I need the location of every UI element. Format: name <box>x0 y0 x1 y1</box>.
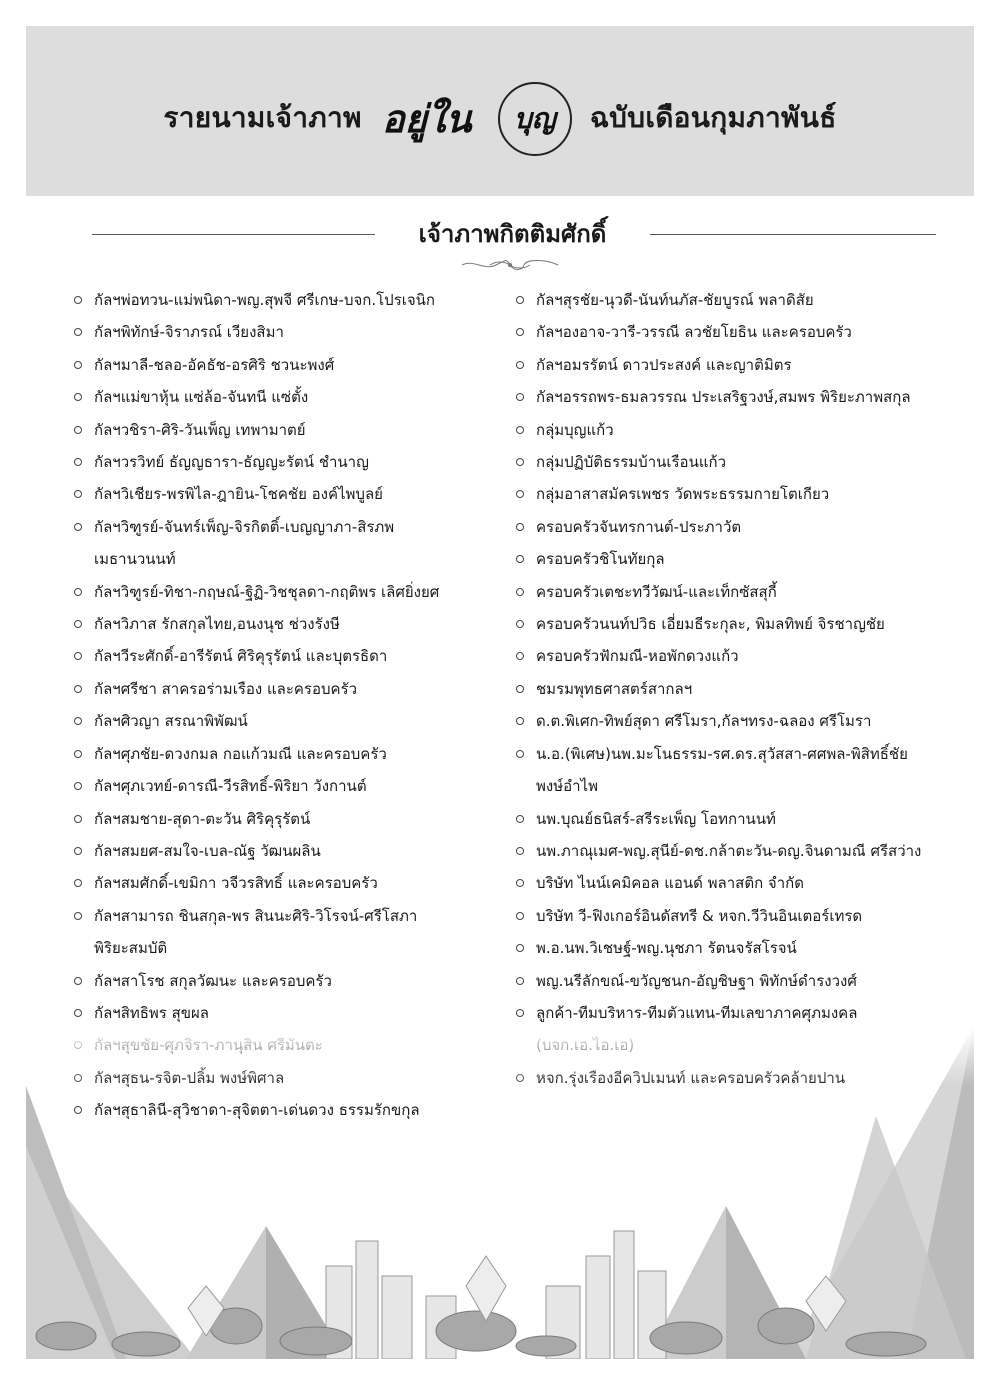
bullet-circle-icon <box>516 328 524 336</box>
bullet-circle-icon <box>516 717 524 725</box>
sponsor-name: พ.อ.นพ.วิเชษฐ์-พญ.นุชภา รัตนจรัสโรจน์ <box>536 939 797 958</box>
sponsor-entry <box>74 867 514 899</box>
bullet-circle-icon <box>516 944 524 952</box>
bullet-circle-icon <box>516 977 524 985</box>
bullet-circle-icon <box>516 879 524 887</box>
sponsor-name: บริษัท วี-ฟิงเกอร์อินดัสทรี & หจก.วีวินอินเตอร์เทรด <box>536 906 863 925</box>
sponsor-entry <box>74 770 514 802</box>
sponsor-name: กัลฯพ่อทวน-แม่พนิดา-พญ.สุพจี ศรีเกษ-บจก.โปรเจนิก <box>94 291 436 309</box>
sponsor-entry <box>74 673 514 705</box>
sponsor-entry <box>516 446 956 478</box>
bullet-circle-icon <box>74 588 82 596</box>
sponsor-name: กัลฯอรรถพร-ธมลวรรณ ประเสริฐวงษ์,สมพร พิริยะภาพสกุล <box>536 388 911 407</box>
magazine-logo <box>376 78 576 158</box>
sponsor-name: กัลฯวิฑูรย์-จันทร์เพ็ญ-จิรกิตติ์-เบญญาภา-สิรภพ <box>94 517 395 536</box>
sponsor-entry <box>516 900 956 932</box>
sponsor-name: นพ.บุณย์ธนิสร์-สรีระเพ็ญ โอทกานนท์ <box>536 809 776 828</box>
bullet-circle-icon <box>516 426 524 434</box>
sponsor-name: กลุ่มปฏิบัติธรรมบ้านเรือนแก้ว <box>536 453 726 472</box>
bullet-circle-icon <box>74 458 82 466</box>
sponsor-entry <box>516 738 956 803</box>
sponsor-entry <box>74 835 514 867</box>
sponsor-name: กัลฯวิฑูรย์-ทิชา-กฤษณ์-ฐิฏิ-วิชชุลดา-กฤติพร เลิศยิ่งยศ <box>94 582 440 601</box>
bullet-circle-icon <box>74 426 82 434</box>
sponsor-name: กัลฯวีระศักดิ์-อารีรัตน์ ศิริคุรุรัตน์ และบุตรธิดา <box>94 647 388 666</box>
sponsor-entry <box>516 478 956 510</box>
sponsor-name: กัลฯวรวิทย์ ธัญญธารา-ธัญญะรัตน์ ชำนาญ <box>94 453 369 472</box>
sponsor-name: กัลฯวิเชียร-พรพิไล-ฎายิน-โชคชัย องค์ไพบูลย์ <box>94 485 383 504</box>
sponsor-entry <box>74 997 514 1029</box>
bullet-circle-icon <box>74 717 82 725</box>
sponsor-name: กลุ่มอาสาสมัครเพชร วัดพระธรรมกายโตเกียว <box>536 485 830 504</box>
bullet-circle-icon <box>516 847 524 855</box>
sponsor-name: ครอบครัวจันทรกานต์-ประภาวัต <box>536 517 742 536</box>
sponsor-list-right <box>516 284 956 1094</box>
sponsor-entry <box>516 965 956 997</box>
sponsor-entry <box>74 284 514 316</box>
bullet-circle-icon <box>74 393 82 401</box>
header-band <box>26 26 974 196</box>
bullet-circle-icon <box>74 296 82 304</box>
logo-circle <box>498 82 572 156</box>
flourish-ornament-icon <box>460 258 560 272</box>
sponsor-name: กัลฯพิทักษ์-จิราภรณ์ เวียงสิมา <box>94 323 284 342</box>
sponsor-entry <box>74 900 514 965</box>
sponsor-name: กัลฯสิทธิพร สุขผล <box>94 1003 209 1022</box>
header-row <box>26 78 974 158</box>
sponsor-name: นพ.ภาณุเมศ-พญ.สุนีย์-ดช.กล้าตะวัน-ดญ.จินดามณี ศรีสว่าง <box>536 841 922 860</box>
sponsor-name: กัลฯองอาจ-วารี-วรรณี ลวชัยโยธิน และครอบครัว <box>536 323 852 342</box>
sponsor-entry <box>516 284 956 316</box>
sponsor-name: กัลฯวิภาส รักสกุลไทย,อนงนุช ช่วงรังษี <box>94 615 340 634</box>
sponsor-entry <box>516 316 956 348</box>
section-title: เจ้าภาพกิตติมศักดิ์ <box>418 220 607 248</box>
bullet-circle-icon <box>516 296 524 304</box>
crystal-pyramid-illustration <box>26 1026 974 1359</box>
sponsor-entry <box>74 608 514 640</box>
sponsor-entry <box>74 640 514 672</box>
sponsor-entry <box>74 349 514 381</box>
sponsor-name: ครอบครัวชิโนทัยกุล <box>536 550 665 569</box>
bullet-circle-icon <box>516 393 524 401</box>
sponsor-entry <box>516 640 956 672</box>
sponsor-name: กัลฯแม่ขาหุ้น แซ่ล้อ-จันทนี แซ่ตั้ง <box>94 388 309 407</box>
section-rule-left <box>92 234 375 235</box>
bullet-circle-icon <box>74 750 82 758</box>
sponsor-entry <box>516 803 956 835</box>
sponsor-name: ลูกค้า-ทีมบริหาร-ทีมตัวแทน-ทีมเลขาภาคศุภมงคล <box>536 1003 858 1022</box>
bullet-circle-icon <box>516 652 524 660</box>
sponsor-entry <box>516 576 956 608</box>
page-frame <box>26 26 974 1359</box>
sponsor-entry <box>516 543 956 575</box>
sponsor-name: ชมรมพุทธศาสตร์สากลฯ <box>536 679 693 698</box>
sponsor-entry <box>516 673 956 705</box>
bullet-circle-icon <box>516 1009 524 1017</box>
bullet-circle-icon <box>516 912 524 920</box>
sponsor-entry <box>74 511 514 576</box>
section-rule-right <box>650 234 936 235</box>
sponsor-name: กัลฯวชิรา-ศิริ-วันเพ็ญ เทพามาตย์ <box>94 420 306 439</box>
sponsor-name: กลุ่มบุญแก้ว <box>536 420 614 439</box>
bullet-circle-icon <box>74 782 82 790</box>
bullet-circle-icon <box>516 361 524 369</box>
bullet-circle-icon <box>74 879 82 887</box>
bullet-circle-icon <box>516 750 524 758</box>
section-header <box>26 212 974 274</box>
sponsor-name: กัลฯศุภชัย-ดวงกมล กอแก้วมณี และครอบครัว <box>94 744 387 763</box>
sponsor-name: กัลฯศุภเวทย์-ดารณี-วีรสิทธิ์-พิริยา วังกานต์ <box>94 777 367 796</box>
sponsor-entry <box>74 576 514 608</box>
bullet-circle-icon <box>516 523 524 531</box>
sponsor-name: ครอบครัวนนท์ปวิธ เอี่ยมธีระกุละ, พิมลทิพย์ จิรชาญชัย <box>536 615 885 634</box>
sponsor-entry <box>74 803 514 835</box>
sponsor-entry <box>74 738 514 770</box>
sponsor-entry <box>516 608 956 640</box>
sponsor-name: กัลฯสุรชัย-นุวดี-นันท์นภัส-ชัยบูรณ์ พลาดิสัย <box>536 291 814 309</box>
sponsor-entry <box>516 867 956 899</box>
sponsor-name-continued: พิริยะสมบัติ <box>94 939 168 958</box>
sponsor-entry <box>516 705 956 737</box>
bullet-circle-icon <box>74 361 82 369</box>
sponsor-name-continued: เมธานวนนท์ <box>94 550 176 569</box>
logo-word-1: อยู่ใน <box>381 95 472 141</box>
sponsor-name: กัลฯสุธาลินี-สุวิชาดา-สุจิตตา-เด่นดวง ธรรมรักขกุล <box>94 1101 420 1120</box>
sponsor-name: กัลฯสมศักดิ์-เขมิกา วจีวรสิทธิ์ และครอบครัว <box>94 874 378 893</box>
sponsor-name: กัลฯสมชาย-สุดา-ตะวัน ศิริคุรุรัตน์ <box>94 809 311 828</box>
sponsor-entry <box>74 381 514 413</box>
bullet-circle-icon <box>74 652 82 660</box>
sponsor-entry <box>74 316 514 348</box>
sponsor-name: ด.ต.พิเศก-ทิพย์สุดา ศรีโมรา,กัลฯทรง-ฉลอง ศรีโมรา <box>536 712 872 731</box>
sponsor-name: บริษัท ไนน์เคมิคอล แอนด์ พลาสติก จำกัด <box>536 874 804 893</box>
bullet-circle-icon <box>74 490 82 498</box>
sponsor-name: น.อ.(พิเศษ)นพ.มะโนธรรม-รศ.ดร.สุวัสสา-ศศพล-พิสิทธิ์ชัย <box>536 744 908 763</box>
sponsor-entry <box>74 965 514 997</box>
bullet-circle-icon <box>74 328 82 336</box>
header-title-right: ฉบับเดือนกุมภาพันธ์ <box>589 101 837 134</box>
sponsor-list-left <box>74 284 514 1127</box>
sponsor-name-continued: พงษ์อำไพ <box>536 777 598 796</box>
bullet-circle-icon <box>74 523 82 531</box>
bullet-circle-icon <box>74 847 82 855</box>
bullet-circle-icon <box>74 977 82 985</box>
logo-word-2: บุญ <box>513 102 556 135</box>
sponsor-entry <box>74 414 514 446</box>
sponsor-name: กัลฯศรีชา สาครอร่ามเรือง และครอบครัว <box>94 679 358 698</box>
sponsor-entry <box>516 349 956 381</box>
bullet-circle-icon <box>516 555 524 563</box>
bullet-circle-icon <box>516 685 524 693</box>
sponsor-name: พญ.นรีลักขณ์-ขวัญชนก-อัญชิษฐา พิทักษ์ดำรงวงศ์ <box>536 971 857 990</box>
sponsor-entry <box>516 414 956 446</box>
sponsor-entry <box>516 835 956 867</box>
bullet-circle-icon <box>74 685 82 693</box>
bullet-circle-icon <box>74 912 82 920</box>
bullet-circle-icon <box>516 458 524 466</box>
sponsor-name: ครอบครัวเตชะทวีวัฒน์-และเท็กซัสสุกี้ <box>536 582 777 601</box>
sponsor-entry <box>74 478 514 510</box>
sponsor-name: กัลฯอมรรัตน์ ดาวประสงค์ และญาติมิตร <box>536 355 792 374</box>
sponsor-entry <box>74 446 514 478</box>
sponsor-name: กัลฯสาโรช สกุลวัฒนะ และครอบครัว <box>94 971 332 990</box>
bullet-circle-icon <box>74 620 82 628</box>
sponsor-name: ครอบครัวฟักมณี-หอพักดวงแก้ว <box>536 647 739 666</box>
bullet-circle-icon <box>516 490 524 498</box>
sponsor-entry <box>516 511 956 543</box>
sponsor-entry <box>516 932 956 964</box>
header-title-left: รายนามเจ้าภาพ <box>163 101 362 134</box>
bullet-circle-icon <box>516 815 524 823</box>
bullet-circle-icon <box>74 815 82 823</box>
sponsor-name: กัลฯสามารถ ชินสกุล-พร สินนะศิริ-วิโรจน์-ศรีโสภา <box>94 906 418 925</box>
sponsor-name: กัลฯสมยศ-สมใจ-เบล-ณัฐ วัฒนผลิน <box>94 841 321 860</box>
bullet-circle-icon <box>516 588 524 596</box>
sponsor-name: กัลฯศิวญา สรณาพิพัฒน์ <box>94 712 248 731</box>
bullet-circle-icon <box>516 620 524 628</box>
sponsor-entry <box>516 381 956 413</box>
sponsor-entry <box>74 705 514 737</box>
bullet-circle-icon <box>74 1009 82 1017</box>
sponsor-name: กัลฯมาลี-ชลอ-อัคธัช-อรศิริ ชวนะพงศ์ <box>94 355 335 374</box>
